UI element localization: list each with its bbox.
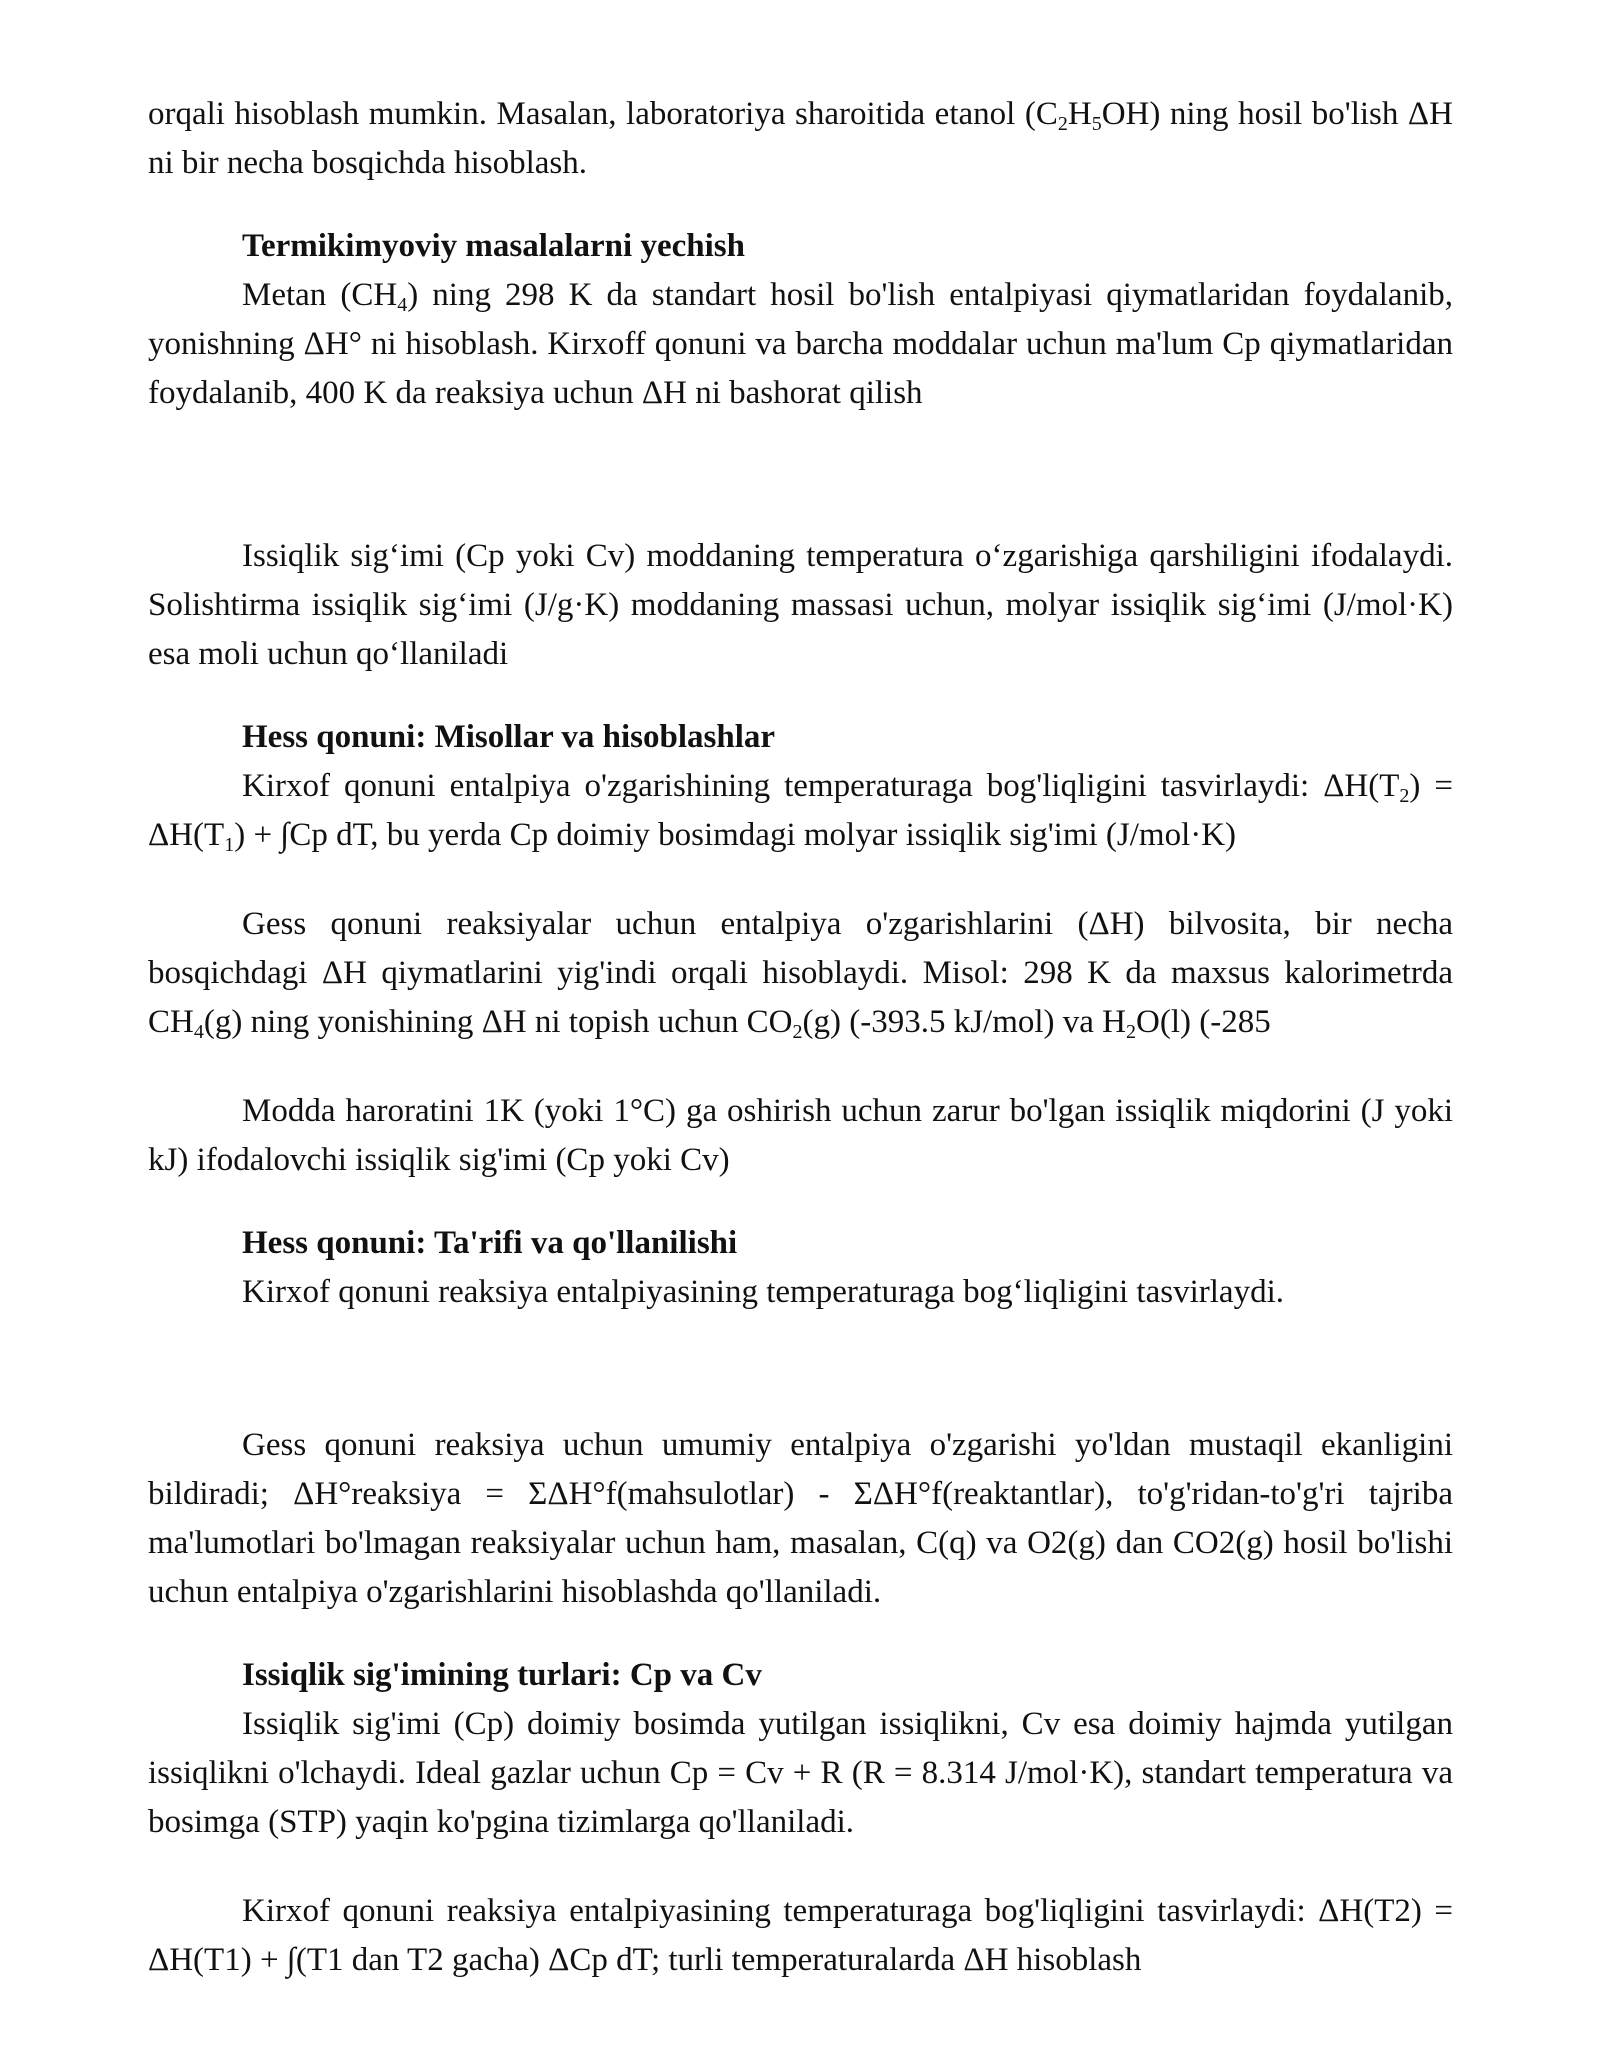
paragraph-gess-misol bbox=[148, 900, 1453, 1047]
text-run: ) ning 298 K da standart hosil bo'lish entalpiyasi qiymatlaridan foydalanib, yonishning ΔH° ni hisoblash. Kirxoff qonuni va barcha moddalar uchun ma'lum Cp qiymatlaridan foydalanib, 400 K da reaksiya uchun ΔH ni bashorat qilish bbox=[148, 277, 1453, 411]
paragraph-metan bbox=[148, 271, 1453, 418]
heading-termokimyoviy: Termikimyoviy masalalarni yechish bbox=[242, 228, 745, 264]
subscript: 2 bbox=[1126, 1021, 1137, 1043]
text-run: (g) ning yonishining ΔH ni topish uchun CO bbox=[203, 1004, 793, 1040]
subscript: 4 bbox=[193, 1021, 204, 1043]
paragraph-intro bbox=[148, 90, 1453, 188]
paragraph-cp-cv: Issiqlik sig'imi (Cp) doimiy bosimda yutilgan issiqlikni, Cv esa doimiy hajmda yutilgan issiqlikni o'lchaydi. Ideal gazlar uchun Cp = Cv + R (R = 8.314 J/mol·K), standart temperatura va bosimga (STP) yaqin ko'pgina tizimlarga qo'llaniladi. bbox=[148, 1706, 1453, 1840]
subscript: 2 bbox=[792, 1021, 803, 1043]
subscript: 5 bbox=[1091, 113, 1102, 135]
subscript: 2 bbox=[1057, 113, 1068, 135]
text-run: ) = ΔH(T bbox=[148, 768, 1453, 853]
text-run: OH) ning hosil bo'lish ΔH ni bir necha bosqichda hisoblash. bbox=[148, 96, 1453, 181]
heading-hess-misollar: Hess qonuni: Misollar va hisoblashlar bbox=[242, 719, 776, 755]
subscript: 1 bbox=[224, 834, 235, 856]
text-run: Kirxof qonuni entalpiya o'zgarishining temperaturaga bog'liqligini tasvirlaydi: ΔH(T bbox=[242, 768, 1400, 804]
paragraph-kirxof-tasvir: Kirxof qonuni reaksiya entalpiyasining temperaturaga bog‘liqligini tasvirlaydi. bbox=[242, 1274, 1284, 1310]
paragraph-issiqlik-sigimi: Issiqlik sig‘imi (Cp yoki Cv) moddaning temperatura o‘zgarishiga qarshiligini ifodalaydi. Solishtirma issiqlik sig‘imi (J/g·K) moddaning massasi uchun, molyar issiqlik sig‘imi (J/mol·K) esa moli uchun qo‘llaniladi bbox=[148, 538, 1453, 672]
text-run: orqali hisoblash mumkin. Masalan, laboratoriya sharoitida etanol (C bbox=[148, 96, 1058, 132]
heading-hess-tarifi: Hess qonuni: Ta'rifi va qo'llanilishi bbox=[242, 1225, 738, 1261]
text-run: (g) (-393.5 kJ/mol) va H bbox=[802, 1004, 1127, 1040]
paragraph-kirxof-formula bbox=[148, 762, 1453, 860]
paragraph-gess-qonuni: Gess qonuni reaksiya uchun umumiy entalpiya o'zgarishi yo'ldan mustaqil ekanligini bildiradi; ΔH°reaksiya = ΣΔH°f(mahsulotlar) - ΣΔH°f(reaktantlar), to'g'ridan-to'g'ri tajriba ma'lumotlari bo'lmagan reaksiyalar uchun ham, masalan, C(q) va O2(g) dan CO2(g) hosil bo'lishi uchun entalpiya o'zgarishlarini hisoblashda qo'llaniladi. bbox=[148, 1427, 1453, 1610]
text-run: Metan (CH bbox=[242, 277, 398, 313]
subscript: 2 bbox=[1399, 785, 1410, 807]
text-run: H bbox=[1067, 96, 1092, 132]
document-page bbox=[148, 90, 1453, 1985]
text-run: Gess qonuni reaksiyalar uchun entalpiya o'zgarishlarini (ΔH) bilvosita, bir necha bosqichdagi ΔH qiymatlarini yig'indi orqali hisoblaydi. Misol: 298 K da maxsus kalorimetrda CH bbox=[148, 906, 1453, 1040]
text-run: ) + ∫Cp dT, bu yerda Cp doimiy bosimdagi molyar issiqlik sig'imi (J/mol·K) bbox=[234, 817, 1237, 853]
heading-issiqlik-turlari: Issiqlik sig'imining turlari: Cp va Cv bbox=[242, 1657, 762, 1693]
paragraph-kirxof-integral: Kirxof qonuni reaksiya entalpiyasining temperaturaga bog'liqligini tasvirlaydi: ΔH(T2) = ΔH(T1) + ∫(T1 dan T2 gacha) ΔCp dT; turli temperaturalarda ΔH hisoblash bbox=[148, 1893, 1453, 1978]
paragraph-modda-harorati: Modda haroratini 1K (yoki 1°C) ga oshirish uchun zarur bo'lgan issiqlik miqdorini (J yoki kJ) ifodalovchi issiqlik sig'imi (Cp yoki Cv) bbox=[148, 1093, 1453, 1178]
subscript: 4 bbox=[397, 294, 408, 316]
text-run: O(l) (-285 bbox=[1136, 1004, 1271, 1040]
